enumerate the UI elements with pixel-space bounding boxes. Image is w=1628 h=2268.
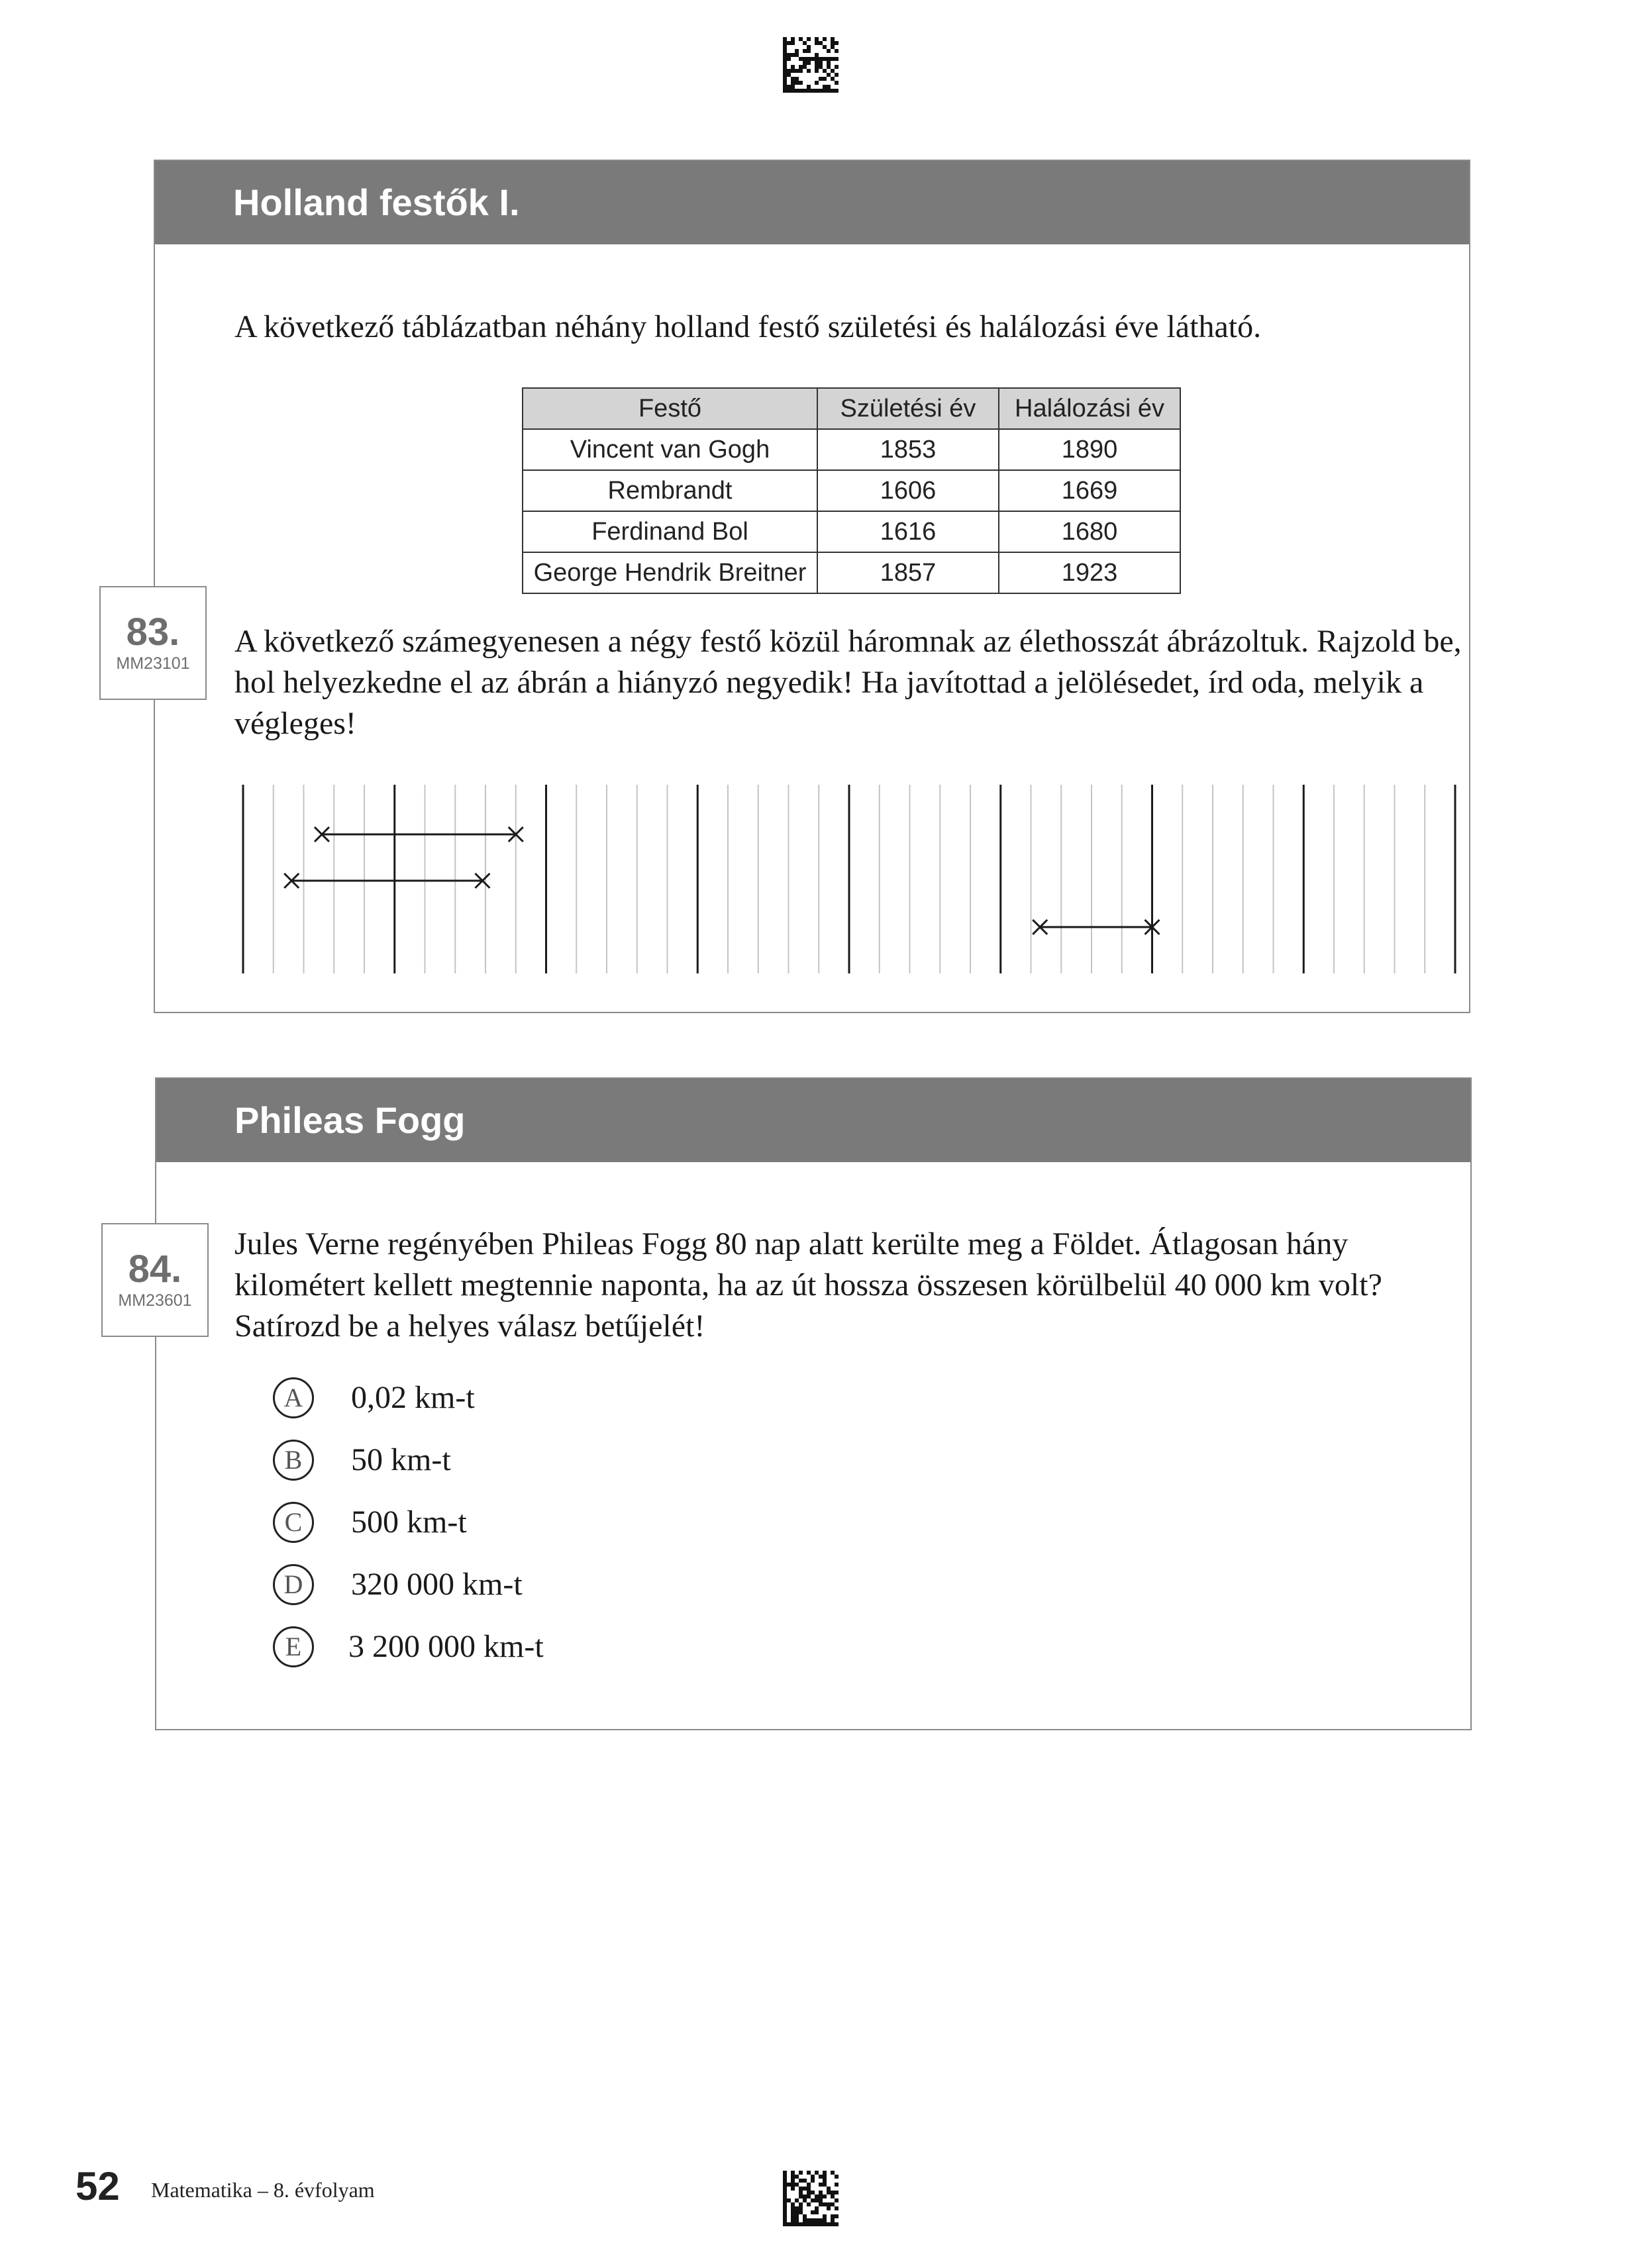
- table-cell: 1923: [999, 552, 1180, 593]
- task-number: 84.: [128, 1248, 182, 1291]
- table-cell: 1890: [999, 429, 1180, 470]
- data-matrix-code: [783, 37, 839, 93]
- task-83-title: Holland festők I.: [155, 161, 1469, 244]
- answer-bubble[interactable]: B: [273, 1440, 314, 1481]
- answer-bubble[interactable]: C: [273, 1502, 314, 1543]
- table-cell: 1616: [817, 511, 999, 552]
- task-84-number-box: [101, 1223, 209, 1337]
- table-cell: Rembrandt: [523, 470, 817, 511]
- answer-text: 320 000 km-t: [351, 1567, 523, 1602]
- table-cell: 1857: [817, 552, 999, 593]
- answer-text: 500 km-t: [351, 1504, 467, 1540]
- table-cell: 1669: [999, 470, 1180, 511]
- data-matrix-code: [783, 2171, 839, 2226]
- table-cell: 1606: [817, 470, 999, 511]
- answer-option-b[interactable]: [273, 1440, 737, 1486]
- lifespan-segment: [284, 873, 489, 888]
- answer-option-e[interactable]: [273, 1626, 737, 1673]
- column-header: Halálozási év: [999, 388, 1180, 429]
- lifespan-segment: [315, 827, 523, 842]
- table-cell: 1853: [817, 429, 999, 470]
- number-line-answer-area[interactable]: [238, 785, 1457, 977]
- table-cell: 1680: [999, 511, 1180, 552]
- task-83-intro: A következő táblázatban néhány holland festő születési és halálozási éve látható.: [234, 309, 1262, 344]
- task-83-instruction: A következő számegyenesen a négy festő közül háromnak az élethosszát ábrázoltuk. Rajzold be, hol helyezkedne el az ábrán a hiányzó negyedik! Ha javítottad a jelölésedet, írd oda, melyik a végleges!: [234, 624, 1462, 741]
- answer-bubble[interactable]: E: [273, 1626, 314, 1667]
- table-row: [523, 470, 1180, 511]
- answer-option-d[interactable]: [273, 1564, 737, 1610]
- table-cell: George Hendrik Breitner: [523, 552, 817, 593]
- column-header: Születési év: [817, 388, 999, 429]
- task-84-question: Jules Verne regényében Phileas Fogg 80 nap alatt kerülte meg a Földet. Átlagosan hány kilométert kellett megtennie naponta, ha az út hossza összesen körülbelül 40 000 km volt? Satírozd be a helyes válasz betűjelét!: [234, 1226, 1382, 1344]
- table-cell: Vincent van Gogh: [523, 429, 817, 470]
- task-code: MM23101: [116, 654, 190, 673]
- table-row: [523, 429, 1180, 470]
- answer-text: 50 km-t: [351, 1442, 451, 1477]
- answer-text: 3 200 000 km-t: [348, 1629, 544, 1664]
- task-code: MM23601: [118, 1291, 192, 1310]
- table-row: [523, 552, 1180, 593]
- page-subject: Matematika – 8. évfolyam: [151, 2178, 375, 2202]
- answer-bubble[interactable]: D: [273, 1564, 314, 1605]
- page-number: 52: [76, 2164, 120, 2208]
- task-number: 83.: [126, 611, 180, 654]
- task-84-title: Phileas Fogg: [156, 1079, 1470, 1162]
- column-header: Festő: [523, 388, 817, 429]
- answer-bubble[interactable]: A: [273, 1377, 314, 1418]
- table-row: [523, 511, 1180, 552]
- table-cell: Ferdinand Bol: [523, 511, 817, 552]
- answer-option-c[interactable]: [273, 1502, 737, 1548]
- answer-text: 0,02 km-t: [351, 1380, 475, 1415]
- painters-table: [522, 387, 1181, 594]
- lifespan-segment: [1033, 920, 1159, 934]
- task-83-number-box: [99, 586, 207, 700]
- answer-option-a[interactable]: [273, 1377, 737, 1424]
- table-header-row: [523, 388, 1180, 429]
